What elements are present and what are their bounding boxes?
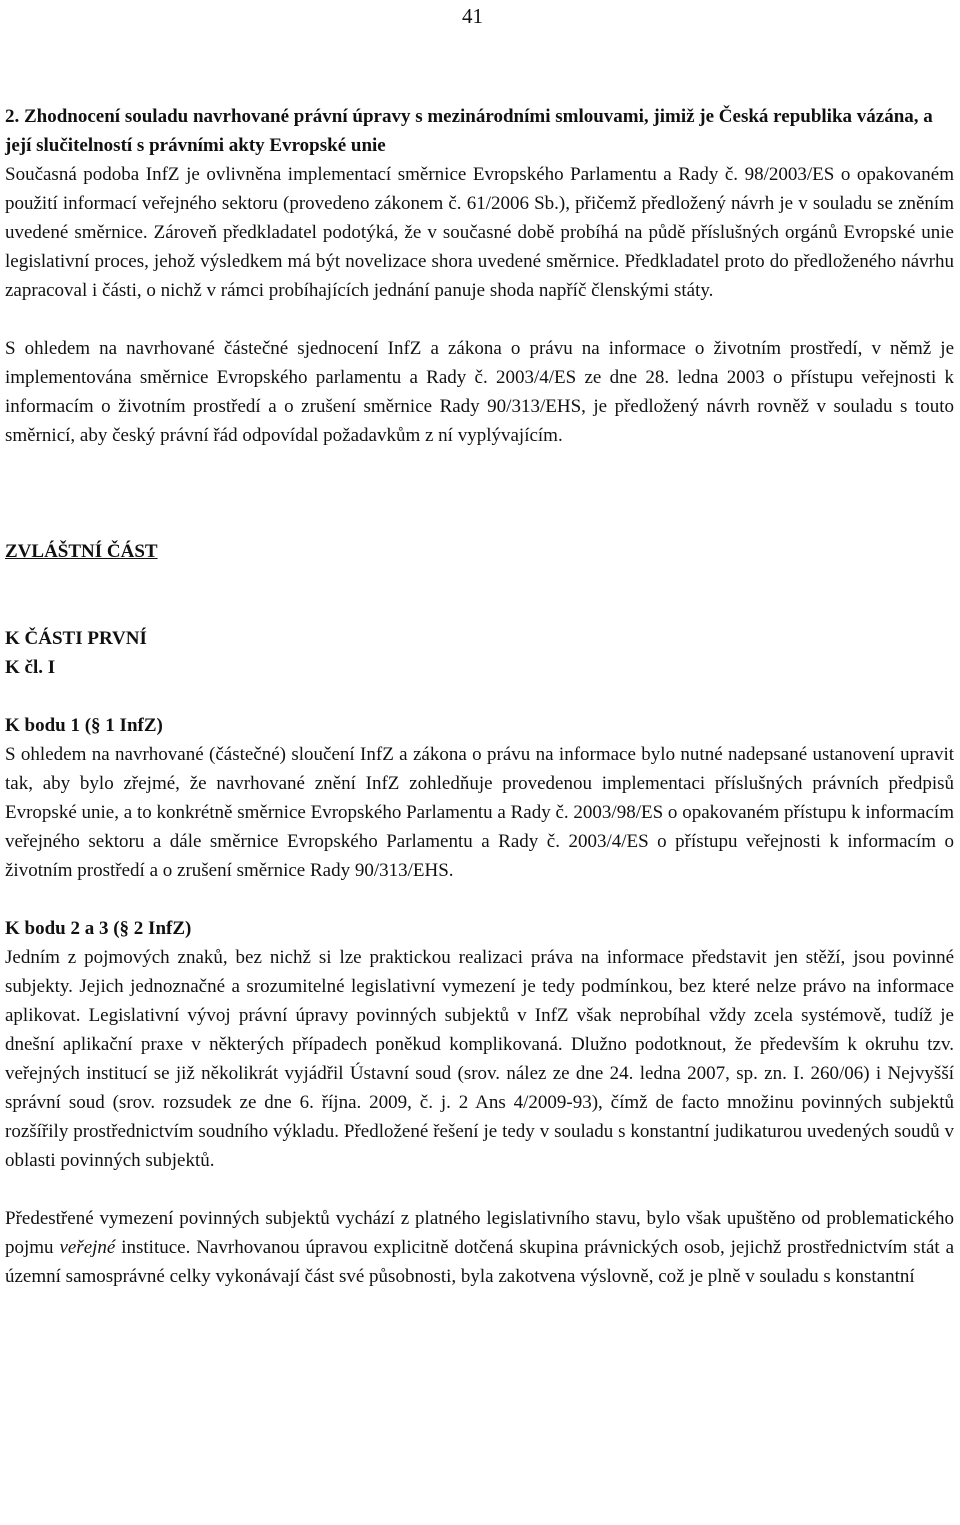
- bod1-heading: K bodu 1 (§ 1 InfZ): [5, 715, 163, 736]
- paragraph: S ohledem na navrhované (částečné) sloučení InfZ a zákona o právu na informace bylo nutné nadepsané ustanovení upravit tak, aby bylo zřejmé, že navrhované znění InfZ zohledňuje provedenou implementaci příslušných právních předpisů Evropské unie, a to konkrétně směrnice Evropského Parlamentu a Rady č. 2003/98/ES o opakovaném přístupu k informacím veřejného sektoru a dále směrnice Evropského Parlamentu a Rady č. 2003/4/ES o přístupu veřejnosti k informacím o životním prostředí a o zrušení směrnice Rady 90/313/EHS.: [5, 744, 954, 881]
- paragraph-text: instituce. Navrhovanou úpravou explicitně dotčená skupina právnických osob, jejichž prostřednictvím stát a územní samosprávné celky vykonávají část své působnosti, byla zakotvena výslovně, což je plně v souladu s konstantní: [5, 1237, 954, 1287]
- special-part-title: ZVLÁŠTNÍ ČÁST: [5, 541, 158, 562]
- page-number: 41: [462, 4, 483, 28]
- bod23-heading: K bodu 2 a 3 (§ 2 InfZ): [5, 918, 192, 939]
- paragraph: Jedním z pojmových znaků, bez nichž si lze praktickou realizaci práva na informace představit jen stěží, jsou povinné subjekty. Jejich jednoznačné a srozumitelné legislativní vymezení je tedy podmínkou, bez které nelze právo na informace aplikovat. Legislativní vývoj právní úpravy povinných subjektů v InfZ však neprobíhal vždy zcela systémově, tudíž je dnešní aplikační praxe v některých případech poněkud komplikovaná. Dlužno podotknout, že především k okruhu tzv. veřejných institucí se již několikrát vyjádřil Ústavní soud (srov. nález ze dne 24. ledna 2007, sp. zn. I. 260/06) i Nejvyšší správní soud (srov. rozsudek ze dne 6. října. 2009, č. j. 2 Ans 4/2009-93), čímž de facto množinu povinných subjektů rozšířily prostřednictvím soudního výkladu. Předložené řešení je tedy v souladu s konstantní judikaturou uvedených soudů v oblasti povinných subjektů.: [5, 947, 954, 1171]
- emphasis-text: veřejné: [59, 1237, 116, 1258]
- section-heading-compliance: 2. Zhodnocení souladu navrhované právní úpravy s mezinárodními smlouvami, jimiž je Česká republika vázána, a její slučitelností s právními akty Evropské unie: [5, 106, 933, 156]
- article-heading: K čl. I: [5, 657, 56, 678]
- part-heading: K ČÁSTI PRVNÍ: [5, 628, 147, 649]
- document-content: [5, 102, 954, 1291]
- paragraph: Současná podoba InfZ je ovlivněna implementací směrnice Evropského Parlamentu a Rady č. 98/2003/ES o opakovaném použití informací veřejného sektoru (provedeno zákonem č. 61/2006 Sb.), přičemž předložený návrh je v souladu se zněním uvedené směrnice. Zároveň předkladatel podotýká, že v současné době probíhá na půdě příslušných orgánů Evropské unie legislativní proces, jehož výsledkem má být novelizace shora uvedené směrnice. Předkladatel proto do předloženého návrhu zapracoval i části, o nichž v rámci probíhajících jednání panuje shoda napříč členskými státy.: [5, 164, 954, 301]
- paragraph-text: Předestřené vymezení povinných subjektů vychází z platného legislativního stavu, bylo však upuštěno od problematického pojmu: [5, 1208, 954, 1258]
- paragraph: S ohledem na navrhované částečné sjednocení InfZ a zákona o právu na informace o životním prostředí, v němž je implementována směrnice Evropského parlamentu a Rady č. 2003/4/ES ze dne 28. ledna 2003 o přístupu veřejnosti k informacím o životním prostředí a o zrušení směrnice Rady 90/313/EHS, je předložený návrh rovněž v souladu s touto směrnicí, aby český právní řád odpovídal požadavkům z ní vyplývajícím.: [5, 338, 954, 446]
- paragraph: [5, 1204, 954, 1291]
